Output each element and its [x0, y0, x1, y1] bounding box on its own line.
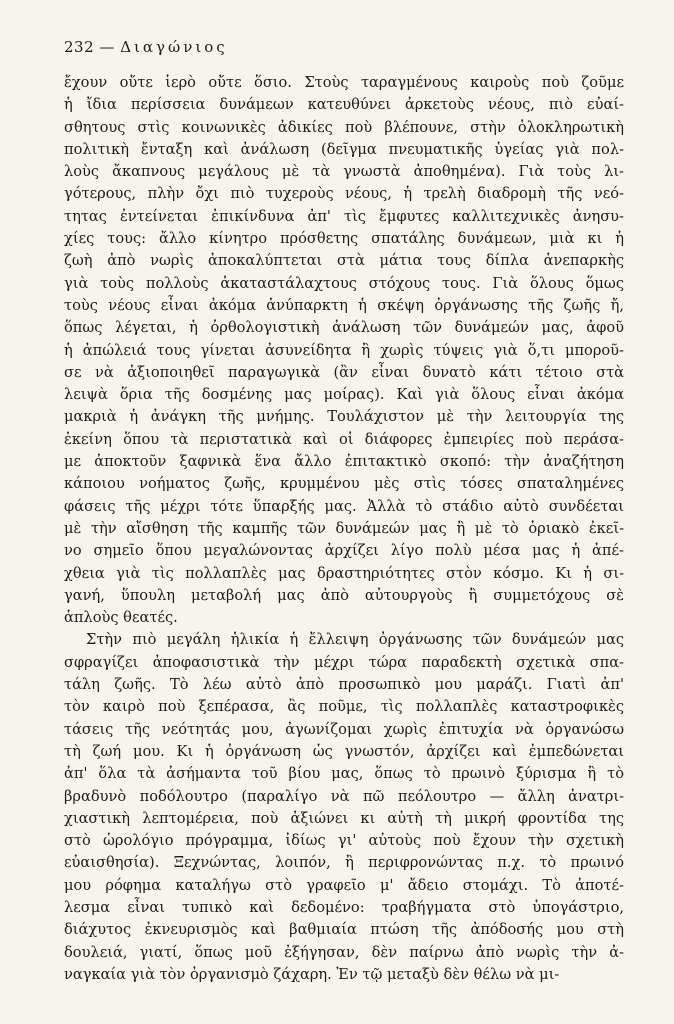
text-line: σθητους στὶς κοινωνικὲς ἀδικίες ποὺ βλέπουνε, στὴν ὁλοκληρωτικὴ: [64, 118, 624, 136]
body-text: [64, 72, 624, 986]
text-line: νο σημεῖο ὅπου μεγαλώνοντας ἀρχίζει λίγο πολὺ μέσα μας ἡ ἀπέ-: [64, 542, 624, 560]
text-line: ἡ ἴδια περίσσεια δυνάμεων κατευθύνει ἀρκετοὺς νέους, πιὸ εὐαί-: [64, 96, 624, 114]
text-line: γανή, ὕπουλη μεταβολή μας ἀπὸ αὐτουργοὺς ἢ συμμετόχους σὲ: [64, 586, 624, 604]
text-line: κάποιου νοήματος ζωῆς, κρυμμένου μὲς στὶς τόσες σπαταλημένες: [64, 475, 624, 493]
text-line: ναγκαία γιὰ τὸν ὀργανισμὸ ζάχαρη. Ἐν τῷ μεταξὺ δὲν θέλω νὰ μι-: [64, 965, 560, 983]
text-line: μου ρόφημα καταλήγω στὸ γραφεῖο μ' ἄδειο στομάχι. Τὸ ἀποτέ-: [64, 876, 624, 894]
running-title: Διαγώνιος: [120, 38, 228, 56]
text-line: λεσμα εἶναι τυπικὸ καὶ δεδομένο: τραβήγματα στὸ ὑπογάστριο,: [64, 898, 624, 916]
text-line: ἀπ' ὅλα τὰ ἀσήμαντα τοῦ βίου μας, ὅπως τὸ πρωινὸ ξύρισμα ἢ τὸ: [64, 765, 624, 783]
text-line: φάσεις τῆς μέχρι τότε ὕπαρξής μας. Ἀλλὰ τὸ στάδιο αὐτὸ συνδέεται: [64, 497, 624, 515]
text-line: γιὰ τοὺς πολλοὺς ἀκαταστάλαχτους στόχους τους. Γιὰ ὅλους ὅμως: [64, 274, 624, 292]
text-line: ἐκείνη ὅπου τὰ περιστατικὰ καὶ οἱ διάφορες ἐμπειρίες ποὺ περάσα-: [64, 430, 624, 448]
paragraph: [64, 72, 624, 629]
text-line: πολιτικὴ ἔνταξη καὶ ἀνάλωση (δεῖγμα πνευματικῆς ὑγείας γιὰ πολ-: [64, 140, 624, 158]
header-separator: —: [99, 38, 115, 56]
text-line: ζωὴ ἀπὸ νωρὶς ἀποκαλύπτεται στὰ μάτια τους δίπλα ἀνεπαρκὴς: [64, 252, 624, 270]
text-line: χίες τους: ἄλλο κίνητρο πρόσθετης σπατάλης δυνάμεων, μιὰ κι ἡ: [64, 230, 624, 248]
text-line: στὸ ὡρολόγιο πρόγραμμα, ἰδίως γι' αὐτοὺς ποὺ ἔχουν τὴν σχετικὴ: [64, 832, 624, 850]
running-header: [64, 38, 624, 56]
text-line: τὸν καιρὸ ποὺ ξεπέρασα, ἂς ποῦμε, τὶς πολλαπλὲς καταστροφικὲς: [64, 698, 624, 716]
text-line: με ἀποκτοῦν ξαφνικὰ ἕνα ἄλλο ἐπιτακτικὸ σκοπό: τὴν ἀναζήτηση: [64, 453, 624, 471]
text-line: δουλειά, γιατί, ὅπως μοῦ ἐξήγησαν, δὲν παίρνω ἀπὸ νωρὶς τὴν ἀ-: [64, 943, 624, 961]
page-number: 232: [64, 38, 95, 56]
text-line: ἡ ἀπώλειά τους γίνεται ἀσυνείδητα ἢ χωρὶς τύψεις γιὰ ὅ,τι μποροῦ-: [64, 341, 624, 359]
text-line: λειψὰ ὅρια τῆς δοσμένης μας μοίρας). Καὶ γιὰ ὅλους εἶναι ἀκόμα: [64, 386, 624, 404]
text-line: γότερους, πλὴν ὄχι πιὸ τυχεροὺς νέους, ἡ τρελὴ διαδρομὴ τῆς νεό-: [64, 185, 624, 203]
text-line: εὐαισθησία). Ξεχνώντας, λοιπόν, ἢ περιφρονώντας π.χ. τὸ πρωινό: [64, 854, 624, 872]
text-line: μακριὰ ἡ ἀνάγκη τῆς μνήμης. Τουλάχιστον μὲ τὴν λειτουργία της: [64, 408, 624, 426]
text-line: χθεια γιὰ τὶς πολλαπλὲς μας δραστηριότητες στὸν κόσμο. Κι ἡ σι-: [64, 564, 624, 582]
text-line: Στὴν πιὸ μεγάλη ἡλικία ἡ ἔλλειψη ὀργάνωσης τῶν δυνάμεών μας: [86, 631, 624, 649]
text-line: μὲ τὴν αἴσθηση τῆς καμπῆς τῶν δυνάμεών μας ἢ μὲ τὸ ὁριακὸ ἐκεῖ-: [64, 519, 624, 537]
text-line: λοὺς ἄκαπνους μεγάλους μὲ τὰ γνωστὰ ἀποθημένα). Γιὰ τοὺς λι-: [64, 163, 624, 181]
text-line: διάχυτος ἐκνευρισμὸς καὶ βαθμιαία πτώση τῆς ἀπόδοσής μου στὴ: [64, 921, 624, 939]
text-line: τητας ἐντείνεται ἐπικίνδυνα ἀπ' τὶς ἔμφυτες καλλιτεχνικὲς ἀνησυ-: [64, 207, 624, 225]
text-line: τοὺς νέους εἶναι ἀκόμα ἀνύπαρκτη ἡ σκέψη ὀργάνωσης τῆς ζωῆς ἤ,: [64, 296, 624, 314]
text-line: ἔχουν οὔτε ἱερὸ οὔτε ὅσιο. Στοὺς ταραγμένους καιροὺς ποὺ ζοῦμε: [64, 74, 624, 91]
text-line: τάλη ζωῆς. Τὸ λέω αὐτὸ ἀπὸ προσωπικὸ μου μαράζι. Γιατὶ ἀπ': [64, 676, 624, 694]
text-line: ἁπλοὺς θεατές.: [64, 609, 178, 627]
text-line: σφραγίζει ἀποφασιστικὰ τὴν μέχρι τώρα παραδεκτὴ σχετικὰ σπα-: [64, 653, 624, 671]
text-line: τάσεις τῆς νεότητάς μου, ἀγωνίζομαι χωρὶς ἐπιτυχία νὰ ὀργανώσω: [64, 720, 624, 738]
text-line: χιαστικὴ λεπτομέρεια, ποὺ ἀξιώνει κι αὐτὴ τὴ μικρή φροντίδα της: [64, 809, 624, 827]
text-line: βραδυνὸ ποδόλουτρο (παραλίγο νὰ πῶ πεόλουτρο — ἄλλη ἀνατρι-: [64, 787, 624, 805]
paragraph: [64, 629, 624, 986]
text-line: ὅπως λέγεται, ἡ ὀρθολογιστικὴ ἀνάλωση τῶν δυνάμεών μας, ἀφοῦ: [64, 319, 624, 337]
text-line: σε νὰ ἀξιοποιηθεῖ παραγωγικὰ (ἂν εἶναι δυνατὸ κάτι τέτοιο στὰ: [64, 363, 624, 381]
text-line: τὴ ζωή μου. Κι ἡ ὀργάνωση ὡς γνωστόν, ἀρχίζει καὶ ἐμπεδώνεται: [64, 742, 624, 760]
